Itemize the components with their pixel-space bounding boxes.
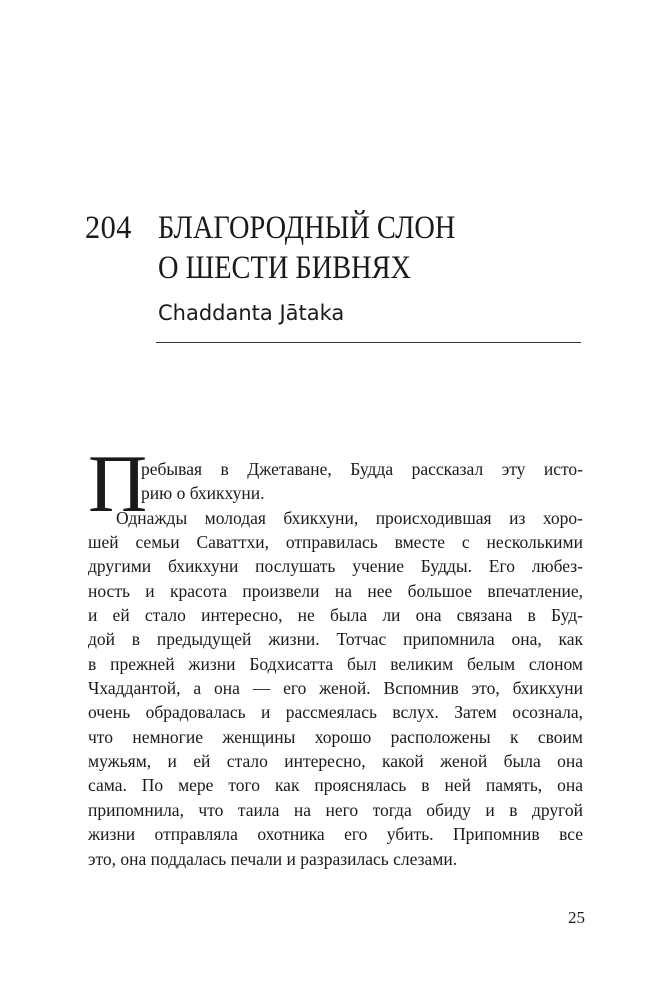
chapter-title-line-2: О ШЕСТИ БИВНЯХ	[158, 250, 412, 286]
text-line: что немногие женщины хорошо расположены к своим	[88, 726, 583, 747]
text-line: жизни отправляла охотника его убить. Припомнив все	[88, 824, 583, 845]
text-line: шей семьи Саваттхи, отправилась вместе с несколькими	[88, 532, 583, 553]
chapter-title	[158, 208, 455, 288]
chapter-subtitle: Chaddanta Jātaka	[158, 301, 345, 325]
body-text	[88, 438, 583, 871]
text-line: сама. По мере того как прояснялась в ней память, она	[88, 775, 583, 796]
text-line: и ей стало интересно, не была ли она связана в Буд-	[88, 605, 583, 626]
text-line: очень обрадовалась и рассмеялась вслух. Затем осознала,	[88, 702, 583, 723]
text-line: в прежней жизни Бодхисатта был великим белым слоном	[88, 653, 583, 674]
text-line: это, она поддалась печали и разразилась слезами.	[88, 848, 458, 869]
text-line: другими бхикхуни послушать учение Будды. Его любез-	[88, 556, 583, 577]
text-line: Однажды молодая бхикхуни, происходившая из хоро-	[116, 507, 583, 528]
text-line: дой в предыдущей жизни. Тотчас припомнила она, как	[88, 629, 583, 650]
text-line: мужьям, и ей стало интересно, какой женой была она	[88, 751, 583, 772]
chapter-number: 204	[85, 210, 132, 246]
title-divider	[156, 342, 581, 343]
page-number: 25	[568, 908, 585, 927]
text-line: ребывая в Джетаване, Будда рассказал эту исто-	[141, 459, 583, 479]
drop-cap: П	[88, 438, 148, 529]
chapter-title-line-1: БЛАГОРОДНЫЙ СЛОН	[158, 210, 456, 246]
text-line: припомнила, что таила на него тогда обиду и в другой	[88, 799, 583, 820]
text-line: рию о бхикхуни.	[141, 483, 265, 504]
text-line: Чхаддантой, а она — его женой. Вспомнив это, бхикхуни	[88, 678, 583, 699]
text-line: ность и красота произвели на нее большое впечатление,	[88, 580, 583, 601]
